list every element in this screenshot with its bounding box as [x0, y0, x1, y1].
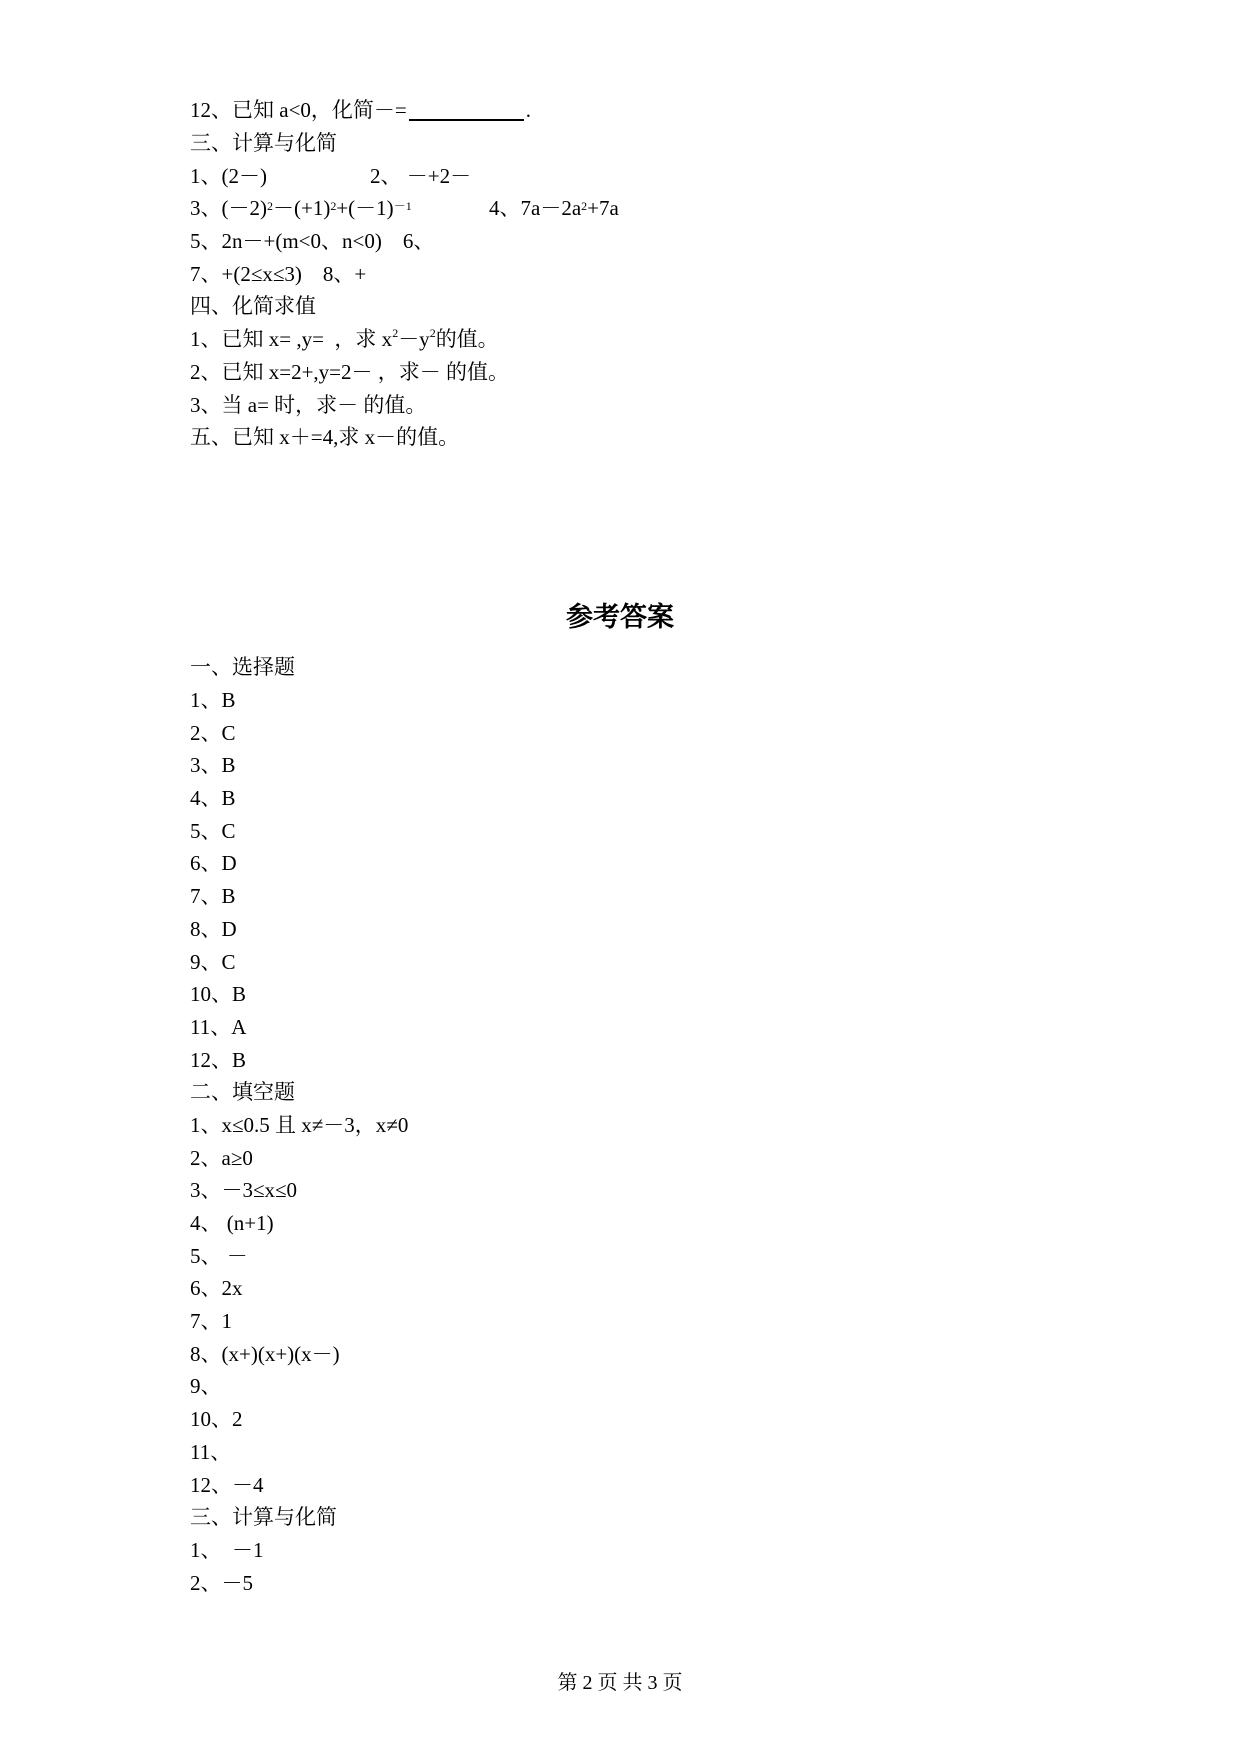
answer-item: [190, 716, 1090, 749]
calc-item-1: 1、(2－): [190, 163, 267, 188]
question-text: 12、已知 a<0，化简－=: [190, 98, 407, 123]
exponent: 2: [429, 325, 436, 340]
calc-item-2: 2、 －+2－: [370, 163, 472, 188]
answer-text: 1、B: [190, 688, 236, 713]
eval-text: 2、已知 x=2+,y=2－ ，求－ 的值。: [190, 359, 510, 384]
exponent: 2: [267, 199, 273, 214]
answer-text: 12、－4: [190, 1472, 264, 1497]
calc-row-2: [190, 192, 1090, 225]
answers-title: 参考答案: [566, 602, 674, 633]
answer-item: [190, 1436, 1090, 1469]
answer-item: [190, 782, 1090, 815]
exponent: －1: [393, 199, 412, 214]
answer-item: [190, 847, 1090, 880]
answer-text: 2、－5: [190, 1570, 253, 1595]
expr: 的值。: [435, 327, 499, 352]
calc-row-1: [190, 159, 1090, 192]
expr: +7a: [587, 196, 619, 221]
answer-text: 5、C: [190, 818, 236, 843]
expr: 1、已知 x= ,y= ，求 x: [190, 327, 393, 352]
answer-text: 3、－3≤x≤0: [190, 1178, 298, 1203]
answer-text: 11、: [190, 1439, 232, 1464]
answer-text: 2、a≥0: [190, 1145, 253, 1170]
questions-block: [190, 94, 1090, 454]
answer-item: [190, 684, 1090, 717]
expr: 3、(－2): [190, 196, 267, 221]
eval-item-2: [190, 356, 1090, 389]
answer-text: 6、2x: [190, 1276, 243, 1301]
answer-item: [190, 814, 1090, 847]
section-heading-text: 三、计算与化简: [190, 131, 337, 156]
calc-items-7-8: 7、+(2≤x≤3) 8、+: [190, 261, 367, 286]
answer-item: [190, 1043, 1090, 1076]
choice-answers: [190, 684, 1090, 1076]
calc-col-1: [190, 164, 358, 188]
answer-text: 6、D: [190, 851, 237, 876]
calc-row-4: [190, 257, 1090, 290]
section-heading: [190, 651, 1090, 684]
answer-text: 4、B: [190, 786, 236, 811]
eval-item-1: [190, 323, 1090, 356]
calc-answers: [190, 1534, 1090, 1599]
section-5-text: 五、已知 x＋=4,求 x－的值。: [190, 425, 460, 450]
section-heading: [190, 127, 1090, 160]
answer-text: 4、 (n+1): [190, 1211, 274, 1236]
answer-item: [190, 945, 1090, 978]
answer-text: 1、x≤0.5 且 x≠－3，x≠0: [190, 1112, 409, 1137]
answer-item: [190, 1174, 1090, 1207]
answer-item: [190, 880, 1090, 913]
answer-item: [190, 1207, 1090, 1240]
expr: 4、7a－2a: [489, 196, 582, 221]
answer-item: [190, 1239, 1090, 1272]
answer-text: 10、B: [190, 982, 247, 1007]
answer-item: [190, 1370, 1090, 1403]
calc-item-4: [489, 196, 657, 220]
answer-item: [190, 978, 1090, 1011]
section-heading: [190, 290, 1090, 323]
answer-item: [190, 749, 1090, 782]
answer-item: [190, 1141, 1090, 1174]
answer-text: 5、 －: [190, 1243, 248, 1268]
answer-item: [190, 1337, 1090, 1370]
calc-item-3: [190, 196, 477, 220]
answer-text: 12、B: [190, 1047, 247, 1072]
answer-item: [190, 1011, 1090, 1044]
answer-item: [190, 1566, 1090, 1599]
section-heading-text: 二、填空题: [190, 1080, 295, 1105]
answer-item: [190, 913, 1090, 946]
calc-items-5-6: 5、2n－+(m<0、n<0) 6、: [190, 229, 435, 254]
section-heading: [190, 1501, 1090, 1534]
answer-text: 2、C: [190, 720, 236, 745]
answer-item: [190, 1534, 1090, 1567]
answer-item: [190, 1468, 1090, 1501]
fill-answers: [190, 1109, 1090, 1501]
section-heading-text: 四、化简求值: [190, 294, 316, 319]
calc-col-2: [370, 164, 538, 188]
expr: －y: [398, 327, 430, 352]
answer-text: 8、D: [190, 916, 237, 941]
exponent: 2: [392, 325, 399, 340]
exponent: 2: [330, 199, 337, 214]
answer-text: 9、C: [190, 949, 236, 974]
answer-text: 10、2: [190, 1407, 243, 1432]
period: .: [525, 98, 532, 123]
answer-text: 7、B: [190, 884, 236, 909]
expr: +(－1): [336, 196, 394, 221]
calc-row-3: [190, 225, 1090, 258]
answer-text: 11、A: [190, 1014, 247, 1039]
expr: －(+1): [273, 196, 331, 221]
eval-text: 3、当 a= 时，求－ 的值。: [190, 392, 427, 417]
answer-text: 9、: [190, 1374, 222, 1399]
answer-item: [190, 1403, 1090, 1436]
eval-item-3: [190, 388, 1090, 421]
answer-text: 8、(x+)(x+)(x－): [190, 1341, 340, 1366]
exponent: 2: [581, 199, 588, 214]
answer-text: 3、B: [190, 753, 236, 778]
answers-block: [190, 651, 1090, 1599]
answer-item: [190, 1305, 1090, 1338]
section-5-question: [190, 421, 1090, 454]
answer-text: 7、1: [190, 1309, 232, 1334]
answer-text: 1、 －1: [190, 1537, 264, 1562]
answer-item: [190, 1109, 1090, 1142]
question-12: [190, 94, 1090, 127]
answer-item: [190, 1272, 1090, 1305]
section-heading-text: 三、计算与化简: [190, 1505, 337, 1530]
section-heading: [190, 1076, 1090, 1109]
answer-blank: [409, 99, 524, 121]
section-heading-text: 一、选择题: [190, 655, 295, 680]
page-footer: 第 2 页 共 3 页: [557, 1672, 683, 1694]
